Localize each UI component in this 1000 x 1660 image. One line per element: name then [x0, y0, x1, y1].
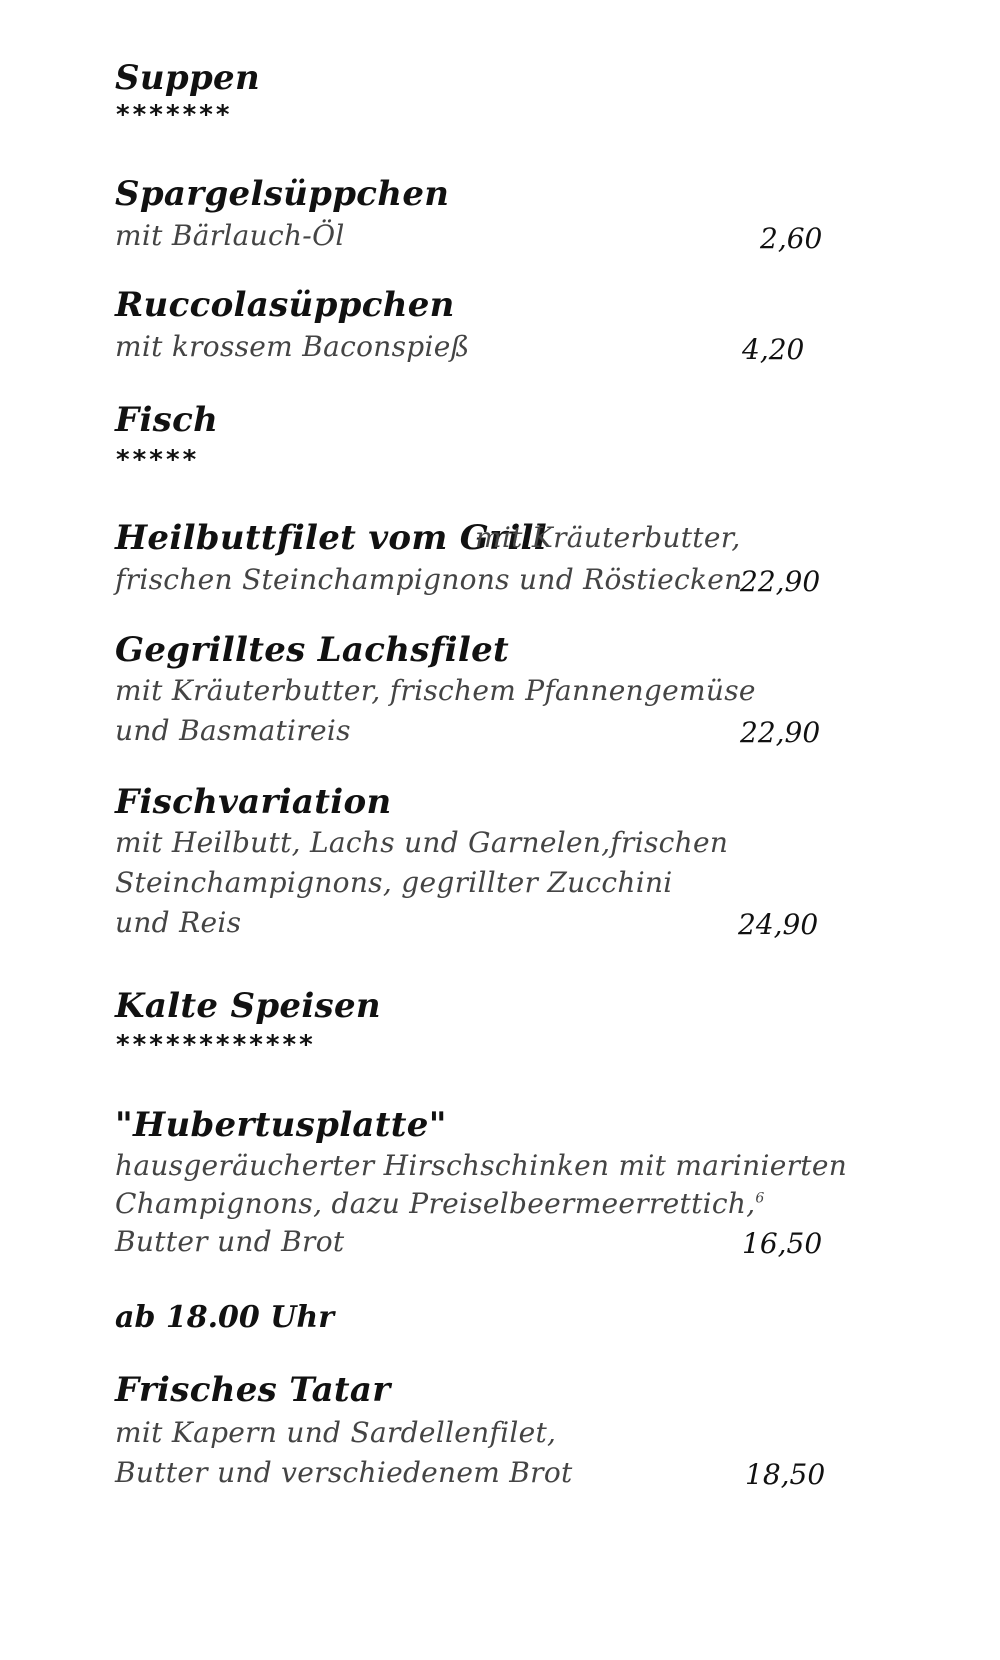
dish-price-lachsfilet: 22,90: [740, 716, 821, 749]
dish-price-tatar: 18,50: [745, 1458, 826, 1491]
dish-desc-hubertusplatte-line2-text: Champignons, dazu Preiselbeermeerrettich,: [115, 1187, 756, 1220]
dish-desc-lachsfilet-line2: und Basmatireis: [115, 714, 351, 747]
dish-desc-fischvariation-line2: Steinchampignons, gegrillter Zucchini: [115, 866, 673, 899]
dish-desc-fischvariation-line1: mit Heilbutt, Lachs und Garnelen,frischen: [115, 826, 729, 859]
dish-desc-fischvariation-line3: und Reis: [115, 906, 242, 939]
dish-name-heilbuttfilet: Heilbuttfilet vom Grill: [115, 518, 547, 558]
section-title-suppen: Suppen: [115, 58, 260, 98]
dish-desc-hubertusplatte-line1: hausgeräucherter Hirschschinken mit marinierten: [115, 1149, 848, 1182]
dish-desc-heilbuttfilet-inline: mit Kräuterbutter,: [475, 521, 741, 554]
section-title-fisch: Fisch: [115, 400, 219, 440]
dish-desc-heilbuttfilet-line1: frischen Steinchampignons und Röstiecken: [115, 563, 743, 596]
dish-price-spargelsueppchen: 2,60: [760, 222, 823, 255]
dish-price-heilbuttfilet: 22,90: [740, 565, 821, 598]
allergen-footnote: 6: [755, 1190, 765, 1207]
dish-desc-tatar-line2: Butter und verschiedenem Brot: [115, 1456, 573, 1489]
section-title-kalte-speisen: Kalte Speisen: [115, 986, 381, 1026]
dish-name-spargelsueppchen: Spargelsüppchen: [115, 174, 450, 214]
dish-desc-lachsfilet-line1: mit Kräuterbutter, frischem Pfannengemüse: [115, 674, 756, 707]
section-stars-suppen: *******: [115, 100, 232, 130]
dish-name-tatar: Frisches Tatar: [115, 1370, 391, 1410]
dish-desc-ruccolasueppchen: mit krossem Baconspieß: [115, 330, 470, 363]
section-stars-kalte-speisen: ************: [115, 1030, 315, 1060]
dish-price-fischvariation: 24,90: [738, 908, 819, 941]
section-stars-fisch: *****: [115, 445, 199, 475]
dish-desc-spargelsueppchen: mit Bärlauch-Öl: [115, 219, 345, 252]
dish-desc-tatar-line1: mit Kapern und Sardellenfilet,: [115, 1416, 557, 1449]
dish-name-ruccolasueppchen: Ruccolasüppchen: [115, 285, 455, 325]
dish-name-hubertusplatte: "Hubertusplatte": [115, 1105, 447, 1145]
dish-price-hubertusplatte: 16,50: [742, 1227, 823, 1260]
dish-desc-hubertusplatte-line2: [115, 1187, 765, 1220]
dish-name-lachsfilet: Gegrilltes Lachsfilet: [115, 630, 510, 670]
dish-desc-hubertusplatte-line3: Butter und Brot: [115, 1225, 345, 1258]
dish-price-ruccolasueppchen: 4,20: [742, 333, 805, 366]
availability-note: ab 18.00 Uhr: [115, 1300, 335, 1335]
dish-name-fischvariation: Fischvariation: [115, 782, 392, 822]
